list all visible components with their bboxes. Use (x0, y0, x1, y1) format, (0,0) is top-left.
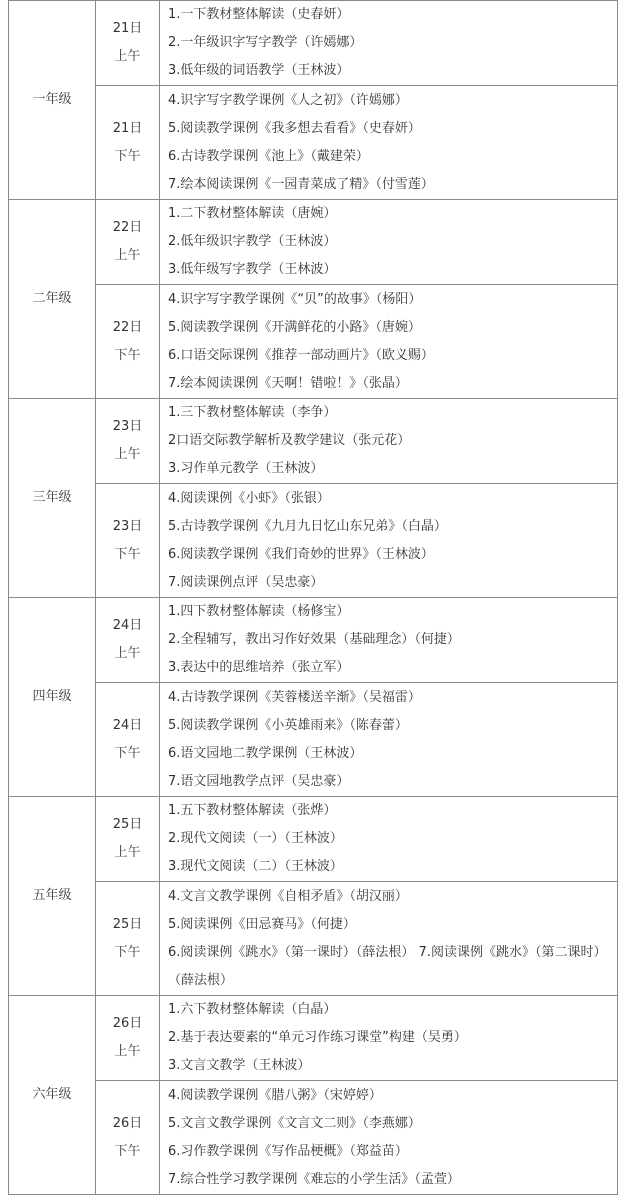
list-item: 6.习作教学课例《写作品梗概》（郑益苗） (168, 1143, 408, 1159)
session-time (96, 598, 160, 683)
list-item: 6.口语交际课例《推荐一部动画片》（欧义赐） (168, 347, 434, 363)
session-day: 25日 (112, 916, 143, 932)
list-item: 1.五下教材整体解读（张烨） (168, 803, 337, 818)
table-row (9, 399, 618, 484)
table-row (9, 683, 618, 797)
session-items (160, 399, 618, 484)
session-period: 上午 (114, 447, 141, 462)
grade-cell: 三年级 (9, 399, 96, 598)
table-row (9, 1, 618, 86)
list-item: 3.习作单元教学（王林波） (168, 461, 324, 476)
session-time (96, 285, 160, 399)
schedule-table (8, 0, 618, 1195)
session-period: 下午 (114, 347, 141, 363)
session-period: 上午 (114, 248, 141, 263)
list-item: 2.低年级识字教学（王林波） (168, 234, 337, 249)
list-item: 2.现代文阅读（一）（王林波） (168, 831, 343, 846)
session-time (96, 1081, 160, 1195)
session-items (160, 996, 618, 1081)
list-item: 3.低年级的词语教学（王林波） (168, 63, 350, 78)
session-day: 23日 (112, 518, 143, 534)
table-row (9, 797, 618, 882)
list-item: 1.二下教材整体解读（唐婉） (168, 206, 337, 221)
list-item: 5.阅读教学课例《小英雄雨来》（陈春蕾） (168, 717, 408, 733)
session-period: 下午 (114, 745, 141, 761)
list-item: 4.文言文教学课例《自相矛盾》（胡汉丽） (168, 888, 408, 904)
list-item: 2.全程辅写，教出习作好效果（基础理念）（何捷） (168, 632, 460, 647)
session-time (96, 200, 160, 285)
session-day: 21日 (112, 120, 143, 136)
session-items (160, 1, 618, 86)
list-item: 5.阅读教学课例《开满鲜花的小路》（唐婉） (168, 319, 421, 335)
session-period: 上午 (114, 49, 141, 64)
session-time (96, 996, 160, 1081)
list-item: 2口语交际教学解析及教学建议（张元花） (168, 433, 411, 448)
list-item: 2.一年级识字写字教学（许嫣娜） (168, 35, 363, 50)
list-item: 1.一下教材整体解读（史春妍） (168, 7, 350, 22)
session-day: 26日 (112, 1115, 143, 1131)
session-day: 22日 (112, 220, 143, 235)
list-item: 6.阅读课例《跳水》（第一课时）（薛法根） 7.阅读课例《跳水》（第二课时）（薛法根） (168, 944, 607, 988)
list-item: 3.低年级写字教学（王林波） (168, 262, 337, 277)
session-day: 24日 (112, 717, 143, 733)
list-item: 5.阅读教学课例《我多想去看看》（史春妍） (168, 120, 421, 136)
session-time (96, 86, 160, 200)
grade-cell: 一年级 (9, 1, 96, 200)
list-item: 3.文言文教学（王林波） (168, 1058, 311, 1073)
grade-cell: 六年级 (9, 996, 96, 1195)
grade-cell: 五年级 (9, 797, 96, 996)
list-item: 1.三下教材整体解读（李争） (168, 405, 337, 420)
list-item: 2.基于表达要素的“单元习作练习课堂”构建（吴勇） (168, 1030, 467, 1045)
list-item: 1.四下教材整体解读（杨修宝） (168, 604, 350, 619)
session-items (160, 797, 618, 882)
session-period: 上午 (114, 646, 141, 661)
session-day: 24日 (112, 618, 143, 633)
table-row (9, 86, 618, 200)
session-items (160, 683, 618, 797)
list-item: 6.阅读教学课例《我们奇妙的世界》（王林波） (168, 546, 434, 562)
list-item: 7.阅读课例点评（吴忠豪） (168, 574, 324, 590)
session-time (96, 399, 160, 484)
grade-cell: 二年级 (9, 200, 96, 399)
list-item: 1.六下教材整体解读（白晶） (168, 1002, 337, 1017)
list-item: 6.古诗教学课例《池上》（戴建荣） (168, 148, 369, 164)
session-items (160, 285, 618, 399)
list-item: 5.古诗教学课例《九月九日忆山东兄弟》（白晶） (168, 518, 447, 534)
session-day: 26日 (112, 1016, 143, 1031)
session-items (160, 200, 618, 285)
session-time (96, 484, 160, 598)
table-row (9, 484, 618, 598)
list-item: 4.古诗教学课例《芙蓉楼送辛渐》（吴福雷） (168, 689, 421, 705)
table-row (9, 882, 618, 996)
session-day: 23日 (112, 419, 143, 434)
session-time (96, 797, 160, 882)
session-period: 上午 (114, 1044, 141, 1059)
list-item: 7.绘本阅读课例《一园青菜成了精》（付雪莲） (168, 176, 434, 192)
list-item: 7.绘本阅读课例《天啊！错啦！》（张晶） (168, 375, 408, 391)
table-row (9, 996, 618, 1081)
session-time (96, 683, 160, 797)
list-item: 4.识字写字教学课例《“贝”的故事》（杨阳） (168, 291, 422, 307)
list-item: 4.阅读课例《小虾》（张银） (168, 490, 330, 506)
session-period: 上午 (114, 845, 141, 860)
session-day: 25日 (112, 817, 143, 832)
session-period: 下午 (114, 546, 141, 562)
list-item: 6.语文园地二教学课例（王林波） (168, 745, 363, 761)
session-items (160, 1081, 618, 1195)
session-day: 21日 (112, 21, 143, 36)
list-item: 3.现代文阅读（二）（王林波） (168, 859, 343, 874)
session-items (160, 484, 618, 598)
session-items (160, 882, 618, 996)
list-item: 7.语文园地教学点评（吴忠豪） (168, 773, 350, 789)
session-day: 22日 (112, 319, 143, 335)
table-row (9, 200, 618, 285)
list-item: 5.文言文教学课例《文言文二则》（李燕娜） (168, 1115, 421, 1131)
table-row (9, 285, 618, 399)
list-item: 4.阅读教学课例《腊八粥》（宋婷婷） (168, 1087, 382, 1103)
session-time (96, 882, 160, 996)
table-row (9, 598, 618, 683)
session-period: 下午 (114, 148, 141, 164)
list-item: 5.阅读课例《田忌赛马》（何捷） (168, 916, 356, 932)
session-time (96, 1, 160, 86)
list-item: 4.识字写字教学课例《人之初》（许嫣娜） (168, 92, 408, 108)
table-row (9, 1081, 618, 1195)
session-items (160, 598, 618, 683)
list-item: 7.综合性学习教学课例《难忘的小学生活》（孟萱） (168, 1171, 460, 1187)
session-items (160, 86, 618, 200)
session-period: 下午 (114, 1143, 141, 1159)
list-item: 3.表达中的思维培养（张立军） (168, 660, 350, 675)
grade-cell: 四年级 (9, 598, 96, 797)
session-period: 下午 (114, 944, 141, 960)
